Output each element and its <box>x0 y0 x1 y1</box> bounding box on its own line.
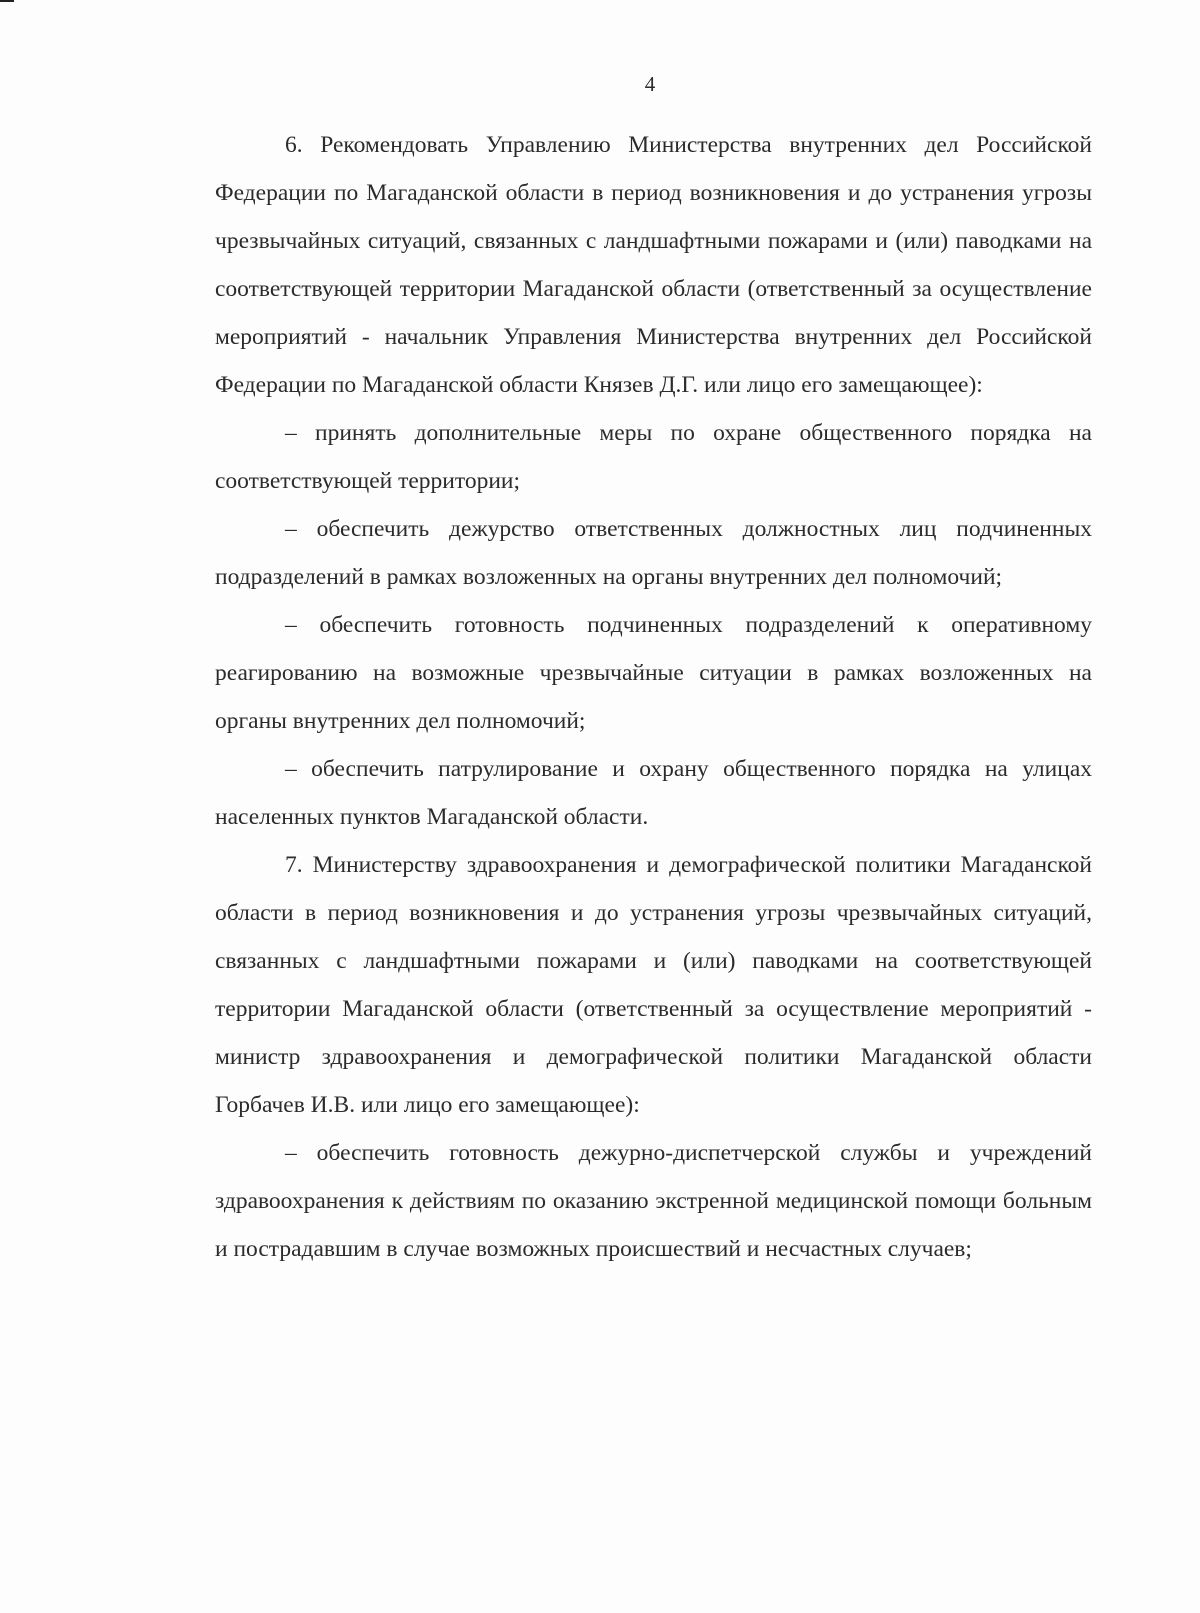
paragraph-6: 6. Рекомендовать Управлению Министерства внутренних дел Российской Федерации по Магаданской области в период возникновения и до устранения угрозы чрезвычайных ситуаций, связанных с ландшафтными пожарами и (или) паводками на соответствующей территории Магаданской области (ответственный за осуществление мероприятий - начальник Управления Министерства внутренних дел Российской Федерации по Магаданской области Князев Д.Г. или лицо его замещающее): <box>215 132 1092 398</box>
document-body <box>215 121 1092 1273</box>
list-item-duty-officers: – обеспечить дежурство ответственных должностных лиц подчиненных подразделений в рамках возложенных на органы внутренних дел полномочий; <box>215 516 1092 590</box>
list-item-public-order: – принять дополнительные меры по охране общественного порядка на соответствующей территории; <box>215 420 1092 494</box>
list-item-patrol: – обеспечить патрулирование и охрану общественного порядка на улицах населенных пунктов Магаданской области. <box>215 756 1092 830</box>
list-item-readiness: – обеспечить готовность подчиненных подразделений к оперативному реагированию на возможные чрезвычайные ситуации в рамках возложенных на органы внутренних дел полномочий; <box>215 612 1092 734</box>
page-number: 4 <box>644 72 656 96</box>
list-item-medical-readiness: – обеспечить готовность дежурно-диспетчерской службы и учреждений здравоохранения к действиям по оказанию экстренной медицинской помощи больным и пострадавшим в случае возможных происшествий и несчастных случаев; <box>215 1140 1092 1262</box>
scan-edge-mark <box>0 0 14 2</box>
paragraph-7: 7. Министерству здравоохранения и демографической политики Магаданской области в период возникновения и до устранения угрозы чрезвычайных ситуаций, связанных с ландшафтными пожарами и (или) паводками на соответствующей территории Магаданской области (ответственный за осуществление мероприятий - министр здравоохранения и демографической политики Магаданской области Горбачев И.В. или лицо его замещающее): <box>215 852 1092 1118</box>
